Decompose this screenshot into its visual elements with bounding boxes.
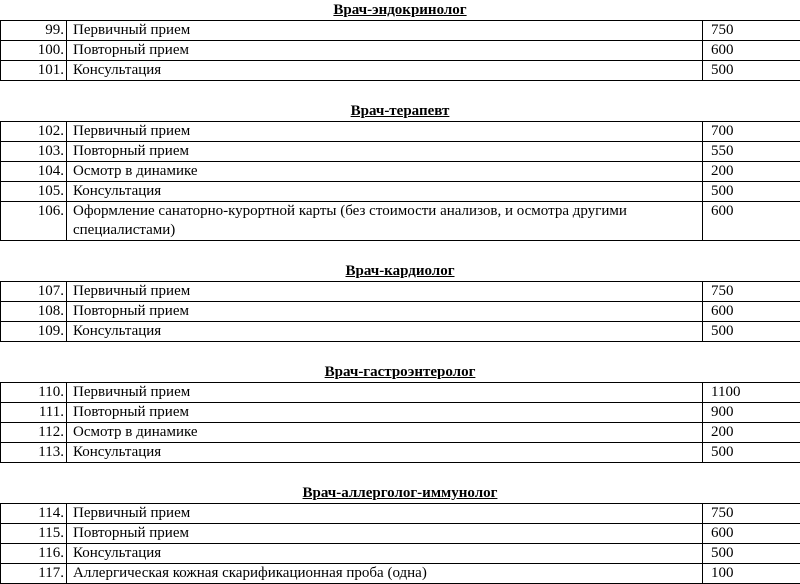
table-row <box>1 504 800 524</box>
row-number: 107. <box>1 282 67 302</box>
service-name: Повторный прием <box>67 41 703 61</box>
table-row <box>1 564 800 584</box>
table-row <box>1 122 800 142</box>
row-number: 109. <box>1 322 67 342</box>
table-row <box>1 61 800 81</box>
service-price: 600 <box>703 524 800 544</box>
service-name: Консультация <box>67 544 703 564</box>
service-name: Повторный прием <box>67 403 703 423</box>
price-table <box>0 20 800 81</box>
section-title: Врач-гастроэнтеролог <box>0 362 800 382</box>
table-row <box>1 302 800 322</box>
row-number: 115. <box>1 524 67 544</box>
row-number: 117. <box>1 564 67 584</box>
price-table <box>0 281 800 342</box>
service-name: Консультация <box>67 322 703 342</box>
row-number: 110. <box>1 383 67 403</box>
service-price: 200 <box>703 162 800 182</box>
section-cardiologist <box>0 261 800 342</box>
service-price: 750 <box>703 504 800 524</box>
service-price: 600 <box>703 202 800 241</box>
table-row <box>1 182 800 202</box>
service-price: 1100 <box>703 383 800 403</box>
row-number: 108. <box>1 302 67 322</box>
table-row <box>1 142 800 162</box>
row-number: 112. <box>1 423 67 443</box>
table-row <box>1 162 800 182</box>
service-name: Консультация <box>67 443 703 463</box>
section-gap <box>0 342 800 362</box>
service-name: Осмотр в динамике <box>67 162 703 182</box>
service-name: Первичный прием <box>67 383 703 403</box>
service-name: Оформление санаторно-курортной карты (без стоимости анализов, и осмотра другими специалистами) <box>67 202 703 241</box>
section-endocrinologist <box>0 0 800 81</box>
table-row <box>1 544 800 564</box>
row-number: 111. <box>1 403 67 423</box>
service-price: 750 <box>703 21 800 41</box>
service-name: Повторный прием <box>67 302 703 322</box>
service-name: Первичный прием <box>67 122 703 142</box>
service-price: 550 <box>703 142 800 162</box>
price-table <box>0 503 800 584</box>
service-name: Консультация <box>67 61 703 81</box>
row-number: 102. <box>1 122 67 142</box>
service-name: Первичный прием <box>67 21 703 41</box>
row-number: 101. <box>1 61 67 81</box>
table-row <box>1 282 800 302</box>
service-price: 500 <box>703 443 800 463</box>
service-name: Первичный прием <box>67 504 703 524</box>
service-name: Повторный прием <box>67 142 703 162</box>
service-name: Повторный прием <box>67 524 703 544</box>
row-number: 103. <box>1 142 67 162</box>
service-price: 900 <box>703 403 800 423</box>
row-number: 99. <box>1 21 67 41</box>
price-table <box>0 382 800 463</box>
service-price: 600 <box>703 302 800 322</box>
section-title: Врач-терапевт <box>0 101 800 121</box>
table-row <box>1 202 800 241</box>
table-row <box>1 383 800 403</box>
section-allergist-immunologist <box>0 483 800 584</box>
service-price: 500 <box>703 182 800 202</box>
service-name: Осмотр в динамике <box>67 423 703 443</box>
service-price: 600 <box>703 41 800 61</box>
section-therapist <box>0 101 800 241</box>
table-row <box>1 423 800 443</box>
section-gap <box>0 81 800 101</box>
section-gap <box>0 463 800 483</box>
table-row <box>1 524 800 544</box>
table-row <box>1 21 800 41</box>
section-gap <box>0 241 800 261</box>
service-price: 500 <box>703 322 800 342</box>
section-gastroenterologist <box>0 362 800 463</box>
table-row <box>1 403 800 423</box>
row-number: 106. <box>1 202 67 241</box>
table-row <box>1 322 800 342</box>
table-row <box>1 41 800 61</box>
row-number: 100. <box>1 41 67 61</box>
row-number: 114. <box>1 504 67 524</box>
service-price: 200 <box>703 423 800 443</box>
section-title: Врач-эндокринолог <box>0 0 800 20</box>
service-price: 750 <box>703 282 800 302</box>
service-price: 500 <box>703 544 800 564</box>
row-number: 113. <box>1 443 67 463</box>
service-price: 500 <box>703 61 800 81</box>
section-title: Врач-аллерголог-иммунолог <box>0 483 800 503</box>
row-number: 105. <box>1 182 67 202</box>
service-name: Аллергическая кожная скарификационная проба (одна) <box>67 564 703 584</box>
service-price: 700 <box>703 122 800 142</box>
table-row <box>1 443 800 463</box>
section-title: Врач-кардиолог <box>0 261 800 281</box>
row-number: 116. <box>1 544 67 564</box>
row-number: 104. <box>1 162 67 182</box>
service-name: Консультация <box>67 182 703 202</box>
service-name: Первичный прием <box>67 282 703 302</box>
price-table <box>0 121 800 241</box>
service-price: 100 <box>703 564 800 584</box>
